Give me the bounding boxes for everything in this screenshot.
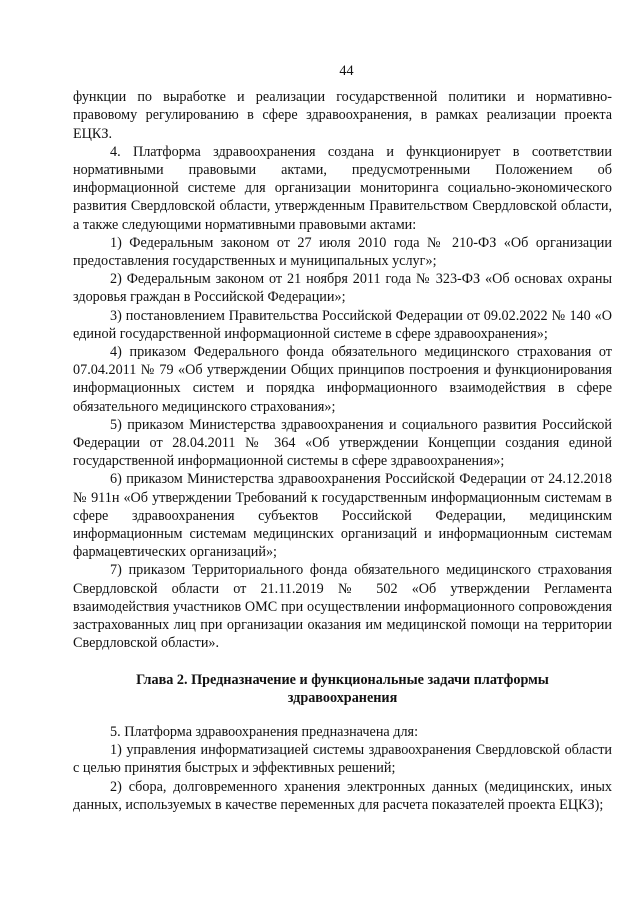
- paragraph-order-911n: 6) приказом Министерства здравоохранения Российской Федерации от 24.12.2018 № 911н «Об утверждении Требований к государственным информационным системам в сфере здравоохранения субъектов Российской Федерации, медицинским информационным системам медицинских организаций и информационным системам фармацевтических организаций»;: [73, 471, 612, 561]
- paragraph-order-502: 7) приказом Территориального фонда обязательного медицинского страхования Свердловской области от 21.11.2019 № 502 «Об утверждении Регламента взаимодействия участников ОМС при осуществлении информационного сопровождения застрахованных лиц при организации оказания им медицинской помощи на территории Свердловской области».: [73, 562, 612, 652]
- page-number: 44: [339, 63, 354, 79]
- paragraph-continuation: функции по выработке и реализации государственной политики и нормативно-правовому регулированию в сфере здравоохранения, в рамках реализации проекта ЕЦКЗ.: [73, 89, 612, 142]
- chapter-heading: Глава 2. Предназначение и функциональные задачи платформы здравоохранения: [136, 671, 549, 706]
- paragraph-resolution-140: 3) постановлением Правительства Российской Федерации от 09.02.2022 № 140 «О единой государственной информационной системе в сфере здравоохранения»;: [73, 307, 612, 342]
- paragraph-item-5: 5. Платформа здравоохранения предназначена для:: [110, 723, 419, 740]
- paragraph-purpose-2: 2) сбора, долговременного хранения электронных данных (медицинских, иных данных, используемых в качестве переменных для расчета показателей проекта ЕЦКЗ);: [73, 778, 612, 813]
- paragraph-order-79: 4) приказом Федерального фонда обязательного медицинского страхования от 07.04.2011 № 79 «Об утверждении Общих принципов построения и функционирования информационных систем и порядка информационного взаимодействия в сфере обязательного медицинского страхования»;: [73, 344, 612, 415]
- paragraph-law-323: 2) Федеральным законом от 21 ноября 2011 года № 323-ФЗ «Об основах охраны здоровья граждан в Российской Федерации»;: [73, 271, 612, 306]
- paragraph-purpose-1: 1) управления информатизацией системы здравоохранения Свердловской области с целью принятия быстрых и эффективных решений;: [73, 742, 612, 777]
- paragraph-item-4: 4. Платформа здравоохранения создана и функционирует в соответствии нормативными правовыми актами, предусмотренными Положением об информационной системе для организации мониторинга социально-экономического развития Свердловской области, утвержденным Правительством Свердловской области, а также следующими нормативными правовыми актами:: [73, 143, 612, 233]
- paragraph-order-364: 5) приказом Министерства здравоохранения и социального развития Российской Федерации от 28.04.2011 № 364 «Об утверждении Концепции создания единой государственной информационной системы в сфере здравоохранения»;: [73, 416, 612, 470]
- paragraph-law-210: 1) Федеральным законом от 27 июля 2010 года № 210-ФЗ «Об организации предоставления государственных и муниципальных услуг»;: [73, 234, 612, 270]
